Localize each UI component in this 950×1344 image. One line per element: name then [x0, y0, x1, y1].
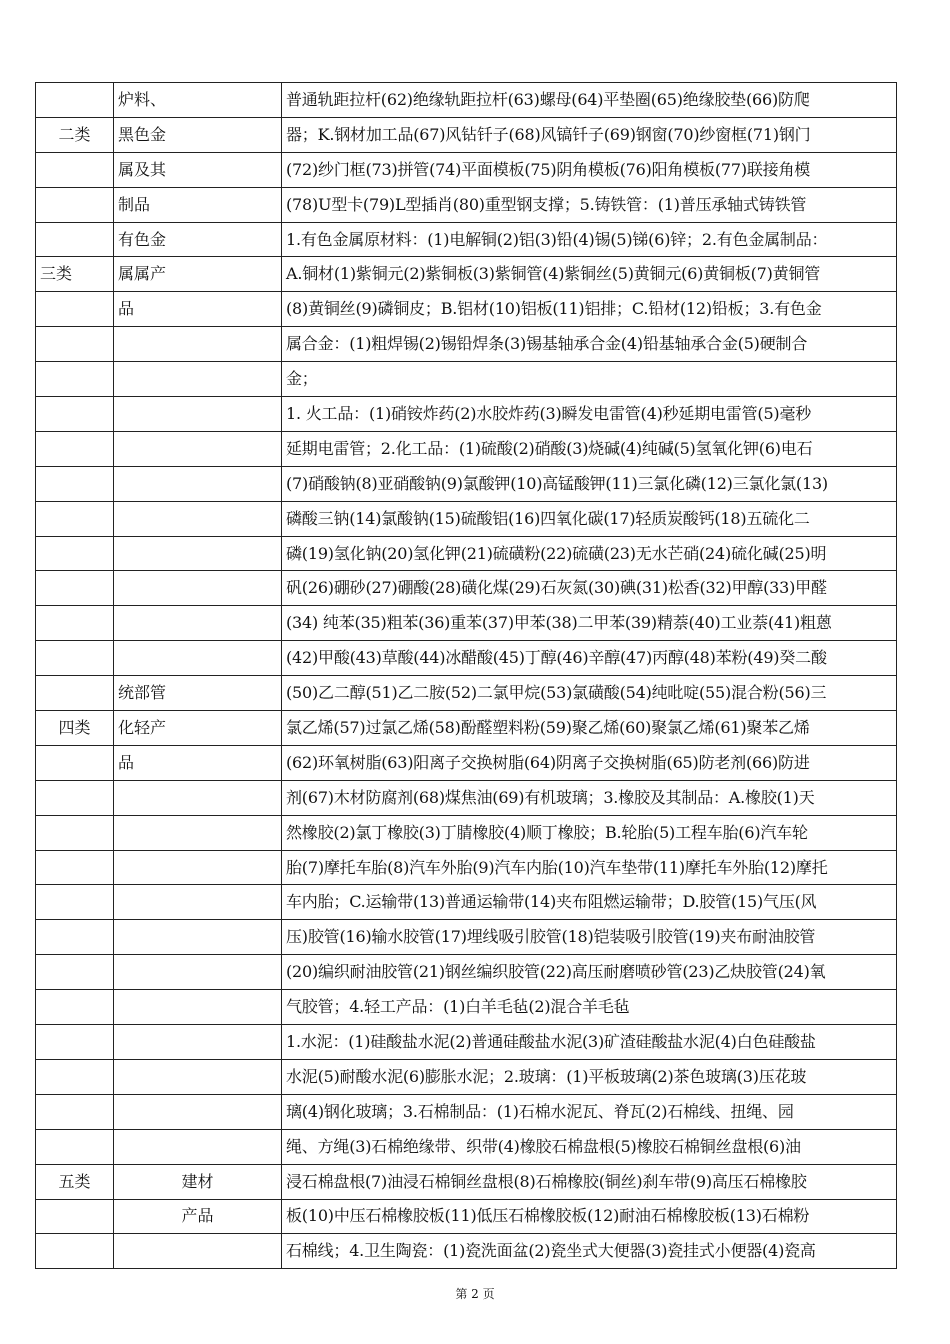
content-cell: 气胶管；4.轻工产品：(1)白羊毛毡(2)混合羊毛毡: [282, 990, 897, 1025]
subcategory-cell: 黑色金: [114, 117, 282, 152]
table-row: [36, 117, 897, 152]
table-row: [36, 920, 897, 955]
subcategory-cell: 有色金: [114, 222, 282, 257]
subcategory-cell: [114, 327, 282, 362]
category-cell: [36, 83, 114, 118]
subcategory-cell: [114, 606, 282, 641]
table-row: [36, 1059, 897, 1094]
subcategory-cell: [114, 1129, 282, 1164]
category-cell: [36, 501, 114, 536]
table-row: [36, 641, 897, 676]
table-row: [36, 1199, 897, 1234]
table-row: [36, 397, 897, 432]
category-cell: [36, 222, 114, 257]
content-cell: 绳、方绳(3)石棉绝缘带、织带(4)橡胶石棉盘根(5)橡胶石棉铜丝盘根(6)油: [282, 1129, 897, 1164]
category-cell: 五类: [36, 1164, 114, 1199]
content-cell: 剂(67)木材防腐剂(68)煤焦油(69)有机玻璃；3.橡胶及其制品：A.橡胶(1)天: [282, 780, 897, 815]
category-cell: [36, 920, 114, 955]
content-cell: 氯乙烯(57)过氯乙烯(58)酚醛塑料粉(59)聚乙烯(60)聚氯乙烯(61)聚苯乙烯: [282, 711, 897, 746]
category-cell: [36, 955, 114, 990]
table-row: [36, 990, 897, 1025]
table-row: [36, 362, 897, 397]
category-cell: 三类: [36, 257, 114, 292]
content-cell: 压)胶管(16)输水胶管(17)埋线吸引胶管(18)铠装吸引胶管(19)夹布耐油胶管: [282, 920, 897, 955]
table-row: [36, 431, 897, 466]
subcategory-cell: [114, 571, 282, 606]
table-row: [36, 711, 897, 746]
table-row: [36, 292, 897, 327]
category-cell: [36, 1234, 114, 1269]
content-cell: 普通轨距拉杆(62)绝缘轨距拉杆(63)螺母(64)平垫圈(65)绝缘胶垫(66)防爬: [282, 83, 897, 118]
subcategory-cell: [114, 850, 282, 885]
table-row: [36, 501, 897, 536]
content-cell: 1.水泥：(1)硅酸盐水泥(2)普通硅酸盐水泥(3)矿渣硅酸盐水泥(4)白色硅酸盐: [282, 1025, 897, 1060]
table-row: [36, 850, 897, 885]
content-cell: 石棉线；4.卫生陶瓷：(1)瓷洗面盆(2)瓷坐式大便器(3)瓷挂式小便器(4)瓷高: [282, 1234, 897, 1269]
category-cell: [36, 571, 114, 606]
subcategory-cell: [114, 362, 282, 397]
content-cell: (50)乙二醇(51)乙二胺(52)二氯甲烷(53)氯磺酸(54)纯吡啶(55)混合粉(56)三: [282, 676, 897, 711]
subcategory-cell: 属属产: [114, 257, 282, 292]
content-cell: 延期电雷管；2.化工品：(1)硫酸(2)硝酸(3)烧碱(4)纯碱(5)氢氧化钾(6)电石: [282, 431, 897, 466]
content-cell: (20)编织耐油胶管(21)钢丝编织胶管(22)高压耐磨喷砂管(23)乙炔胶管(24)氧: [282, 955, 897, 990]
content-cell: 浸石棉盘根(7)油浸石棉铜丝盘根(8)石棉橡胶(铜丝)刹车带(9)高压石棉橡胶: [282, 1164, 897, 1199]
subcategory-cell: 品: [114, 292, 282, 327]
content-cell: (8)黄铜丝(9)磷铜皮；B.铝材(10)铝板(11)铝排；C.铅材(12)铅板；3.有色金: [282, 292, 897, 327]
subcategory-cell: 建材: [114, 1164, 282, 1199]
table-row: [36, 187, 897, 222]
table-row: [36, 606, 897, 641]
category-cell: [36, 990, 114, 1025]
category-cell: [36, 397, 114, 432]
subcategory-cell: [114, 536, 282, 571]
category-cell: [36, 1129, 114, 1164]
subcategory-cell: [114, 1025, 282, 1060]
content-cell: 磷(19)氢化钠(20)氢化钾(21)硫磺粉(22)硫磺(23)无水芒硝(24)硫化碱(25)明: [282, 536, 897, 571]
subcategory-cell: [114, 920, 282, 955]
content-cell: 属合金：(1)粗焊锡(2)锡铅焊条(3)锡基轴承合金(4)铅基轴承合金(5)硬制合: [282, 327, 897, 362]
table-row: [36, 885, 897, 920]
subcategory-cell: [114, 885, 282, 920]
content-cell: 胎(7)摩托车胎(8)汽车外胎(9)汽车内胎(10)汽车垫带(11)摩托车外胎(12)摩托: [282, 850, 897, 885]
content-cell: 1.有色金属原材料：(1)电解铜(2)铝(3)铅(4)锡(5)锑(6)锌；2.有色金属制品：: [282, 222, 897, 257]
content-cell: A.铜材(1)紫铜元(2)紫铜板(3)紫铜管(4)紫铜丝(5)黄铜元(6)黄铜板(7)黄铜管: [282, 257, 897, 292]
subcategory-cell: [114, 990, 282, 1025]
document-table-body: [36, 83, 897, 1269]
content-cell: (7)硝酸钠(8)亚硝酸钠(9)氯酸钾(10)高锰酸钾(11)三氯化磷(12)三氯化氯(13): [282, 466, 897, 501]
content-cell: (78)U型卡(79)L型插肖(80)重型钢支撑；5.铸铁管：(1)普压承轴式铸铁管: [282, 187, 897, 222]
category-cell: 二类: [36, 117, 114, 152]
category-cell: [36, 292, 114, 327]
table-row: [36, 745, 897, 780]
category-cell: [36, 885, 114, 920]
category-cell: [36, 466, 114, 501]
content-cell: 车内胎；C.运输带(13)普通运输带(14)夹布阻燃运输带；D.胶管(15)气压(风: [282, 885, 897, 920]
table-row: [36, 327, 897, 362]
content-cell: 板(10)中压石棉橡胶板(11)低压石棉橡胶板(12)耐油石棉橡胶板(13)石棉粉: [282, 1199, 897, 1234]
document-table: [35, 82, 897, 1269]
table-row: [36, 536, 897, 571]
subcategory-cell: 品: [114, 745, 282, 780]
category-cell: [36, 641, 114, 676]
page-number: 第 2 页: [455, 1287, 495, 1301]
subcategory-cell: 化轻产: [114, 711, 282, 746]
category-cell: [36, 362, 114, 397]
table-row: [36, 222, 897, 257]
subcategory-cell: 统部管: [114, 676, 282, 711]
content-cell: 1. 火工品：(1)硝铵炸药(2)水胶炸药(3)瞬发电雷管(4)秒延期电雷管(5)毫秒: [282, 397, 897, 432]
subcategory-cell: [114, 815, 282, 850]
content-cell: 矾(26)硼砂(27)硼酸(28)磺化煤(29)石灰氮(30)碘(31)松香(32)甲醇(33)甲醛: [282, 571, 897, 606]
subcategory-cell: [114, 466, 282, 501]
table-row: [36, 466, 897, 501]
table-row: [36, 1129, 897, 1164]
content-cell: 璃(4)钢化玻璃；3.石棉制品：(1)石棉水泥瓦、脊瓦(2)石棉线、扭绳、园: [282, 1094, 897, 1129]
category-cell: [36, 327, 114, 362]
subcategory-cell: 制品: [114, 187, 282, 222]
table-row: [36, 780, 897, 815]
table-row: [36, 571, 897, 606]
subcategory-cell: [114, 780, 282, 815]
subcategory-cell: [114, 1059, 282, 1094]
table-row: [36, 1025, 897, 1060]
category-cell: [36, 780, 114, 815]
subcategory-cell: [114, 1094, 282, 1129]
content-cell: (72)纱门框(73)拼管(74)平面模板(75)阴角模板(76)阳角模板(77)联接角模: [282, 152, 897, 187]
subcategory-cell: 产品: [114, 1199, 282, 1234]
subcategory-cell: [114, 397, 282, 432]
category-cell: [36, 1094, 114, 1129]
subcategory-cell: [114, 431, 282, 466]
category-cell: 四类: [36, 711, 114, 746]
content-cell: 金；: [282, 362, 897, 397]
table-row: [36, 1094, 897, 1129]
category-cell: [36, 1199, 114, 1234]
table-row: [36, 257, 897, 292]
category-cell: [36, 850, 114, 885]
category-cell: [36, 431, 114, 466]
content-cell: (42)甲酸(43)草酸(44)冰醋酸(45)丁醇(46)辛醇(47)丙醇(48)苯粉(49)癸二酸: [282, 641, 897, 676]
table-row: [36, 152, 897, 187]
category-cell: [36, 152, 114, 187]
content-cell: (34) 纯苯(35)粗苯(36)重苯(37)甲苯(38)二甲苯(39)精萘(40)工业萘(41)粗蒽: [282, 606, 897, 641]
category-cell: [36, 745, 114, 780]
content-cell: 水泥(5)耐酸水泥(6)膨胀水泥；2.玻璃：(1)平板玻璃(2)茶色玻璃(3)压花玻: [282, 1059, 897, 1094]
table-row: [36, 815, 897, 850]
subcategory-cell: [114, 955, 282, 990]
subcategory-cell: 属及其: [114, 152, 282, 187]
content-cell: 然橡胶(2)氯丁橡胶(3)丁腈橡胶(4)顺丁橡胶；B.轮胎(5)工程车胎(6)汽车轮: [282, 815, 897, 850]
category-cell: [36, 187, 114, 222]
content-cell: (62)环氧树脂(63)阳离子交换树脂(64)阴离子交换树脂(65)防老剂(66)防进: [282, 745, 897, 780]
table-row: [36, 955, 897, 990]
table-row: [36, 83, 897, 118]
subcategory-cell: [114, 1234, 282, 1269]
category-cell: [36, 536, 114, 571]
table-row: [36, 1234, 897, 1269]
category-cell: [36, 815, 114, 850]
category-cell: [36, 1059, 114, 1094]
content-cell: 器；K.钢材加工品(67)风钻钎子(68)风镐钎子(69)钢窗(70)纱窗框(71)钢门: [282, 117, 897, 152]
category-cell: [36, 676, 114, 711]
subcategory-cell: 炉料、: [114, 83, 282, 118]
table-row: [36, 1164, 897, 1199]
category-cell: [36, 606, 114, 641]
category-cell: [36, 1025, 114, 1060]
subcategory-cell: [114, 501, 282, 536]
subcategory-cell: [114, 641, 282, 676]
content-cell: 磷酸三钠(14)氯酸钠(15)硫酸铝(16)四氧化碳(17)轻质炭酸钙(18)五硫化二: [282, 501, 897, 536]
table-row: [36, 676, 897, 711]
